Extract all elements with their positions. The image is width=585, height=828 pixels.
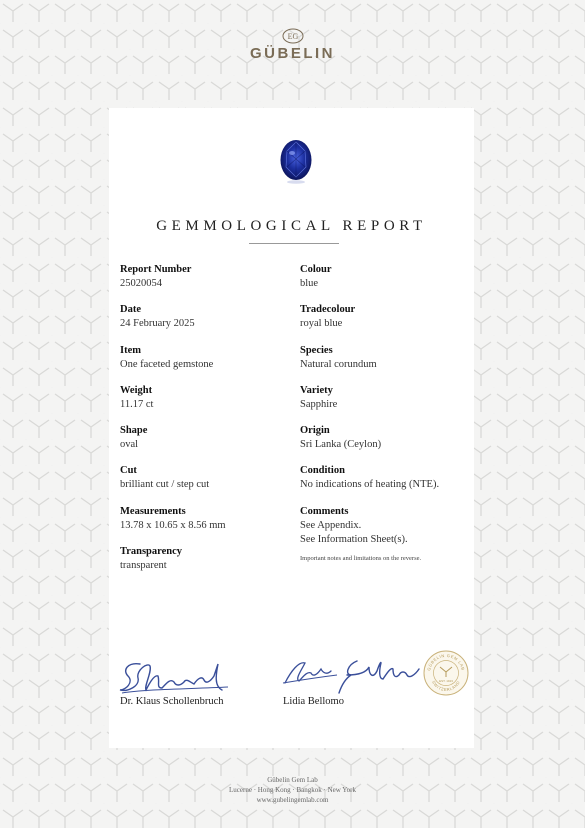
- field-value: royal blue: [300, 318, 343, 329]
- field-value: No indications of heating (NTE).: [300, 479, 440, 490]
- field-value-2: See Information Sheet(s).: [300, 534, 408, 545]
- title-divider: [249, 243, 339, 244]
- field-value: Sapphire: [300, 399, 338, 410]
- field-label: Condition: [300, 465, 345, 476]
- svg-text:EG: EG: [287, 32, 298, 41]
- field-value: One faceted gemstone: [120, 359, 214, 370]
- field-label: Measurements: [120, 506, 186, 517]
- field-species: [300, 344, 377, 372]
- field-value: transparent: [120, 560, 167, 571]
- signature-bellomo: [281, 653, 423, 697]
- field-value: Sri Lanka (Ceylon): [300, 439, 382, 450]
- field-label: Date: [120, 304, 141, 315]
- field-label: Weight: [120, 385, 153, 396]
- field-measurements: [120, 505, 226, 533]
- field-value: oval: [120, 439, 139, 450]
- field-label: Tradecolour: [300, 304, 356, 315]
- field-value: blue: [300, 278, 319, 289]
- field-transparency: [120, 545, 182, 573]
- svg-text:EST. 1923: EST. 1923: [439, 679, 453, 683]
- field-value: See Appendix.: [300, 520, 362, 531]
- field-label: Comments: [300, 506, 349, 517]
- field-item: [120, 344, 213, 372]
- field-value: 25020054: [120, 278, 162, 289]
- gubelin-seal-icon: [423, 650, 469, 696]
- field-label: Species: [300, 345, 333, 356]
- field-value: 24 February 2025: [120, 318, 195, 329]
- svg-text:SWITZERLAND: SWITZERLAND: [431, 679, 461, 693]
- signature-schollenbruch: [118, 656, 230, 698]
- field-value: 11.17 ct: [120, 399, 154, 410]
- field-value: Natural corundum: [300, 359, 377, 370]
- field-label: Item: [120, 345, 141, 356]
- footer: [0, 775, 585, 805]
- signatory-name-1: Dr. Klaus Schollenbruch: [120, 696, 224, 707]
- monogram-icon: [282, 28, 304, 44]
- field-condition: [300, 464, 439, 492]
- field-label: Report Number: [120, 264, 192, 275]
- sapphire-gem-image: [279, 139, 313, 185]
- report-card: [109, 108, 474, 748]
- field-shape: [120, 424, 147, 452]
- field-weight: [120, 384, 153, 412]
- field-label: Transparency: [120, 546, 183, 557]
- field-report-number: [120, 263, 191, 291]
- field-label: Cut: [120, 465, 137, 476]
- field-label: Origin: [300, 425, 330, 436]
- brand-logo: [0, 28, 585, 62]
- field-cut: [120, 464, 209, 492]
- field-label: Shape: [120, 425, 148, 436]
- disclaimer-note: Important notes and limitations on the reverse.: [300, 555, 422, 562]
- field-tradecolour: [300, 303, 355, 331]
- field-origin: [300, 424, 381, 452]
- svg-text:GÜBELIN GEM LAB: GÜBELIN GEM LAB: [426, 652, 466, 672]
- field-variety: [300, 384, 337, 412]
- report-title: GEMMOLOGICAL REPORT: [156, 218, 427, 234]
- signatory-name-2: Lidia Bellomo: [283, 696, 344, 707]
- field-label: Colour: [300, 264, 332, 275]
- field-comments: [300, 505, 408, 547]
- field-colour: [300, 263, 332, 291]
- footer-website-link[interactable]: www.gubelingemlab.com: [256, 796, 329, 804]
- field-date: [120, 303, 195, 331]
- brand-wordmark: GÜBELIN: [250, 45, 335, 62]
- field-value: brilliant cut / step cut: [120, 479, 210, 490]
- footer-lab-name: Gübelin Gem Lab: [267, 776, 318, 784]
- footer-locations: Lucerne · Hong Kong · Bangkok · New York: [229, 786, 356, 794]
- field-value: 13.78 x 10.65 x 8.56 mm: [120, 520, 226, 531]
- field-label: Variety: [300, 385, 333, 396]
